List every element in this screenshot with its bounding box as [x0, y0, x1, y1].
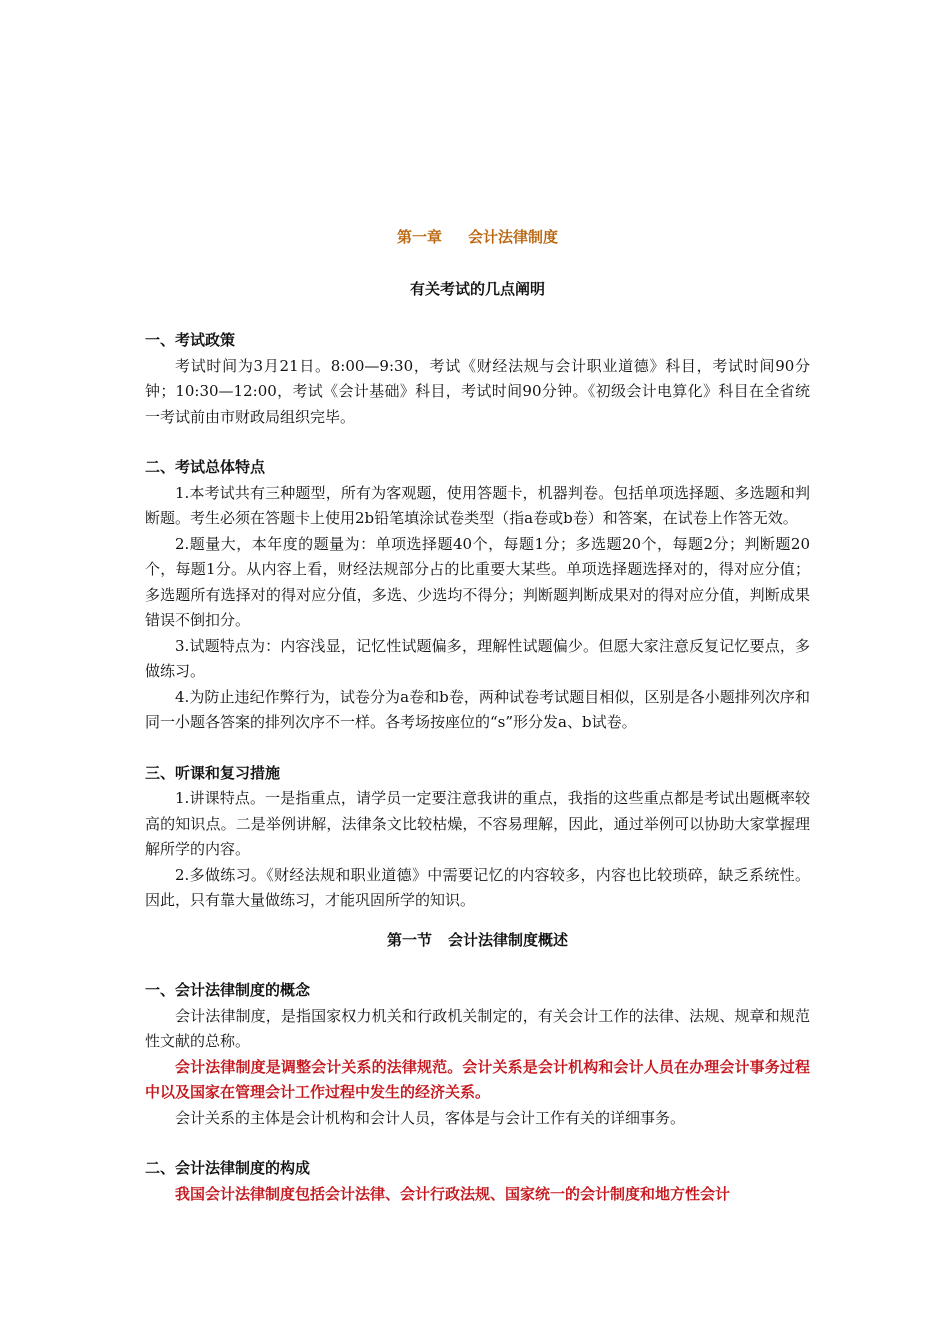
study-methods-paragraph-1: 1.讲课特点。一是指重点，请学员一定要注意我讲的重点，我指的这些重点都是考试出题概率较高的知识点。二是举例讲解，法律条文比较枯燥，不容易理解，因此，通过举例可以协助大家掌握理解所学的内容。	[145, 789, 810, 858]
section-title	[145, 928, 810, 954]
chapter-name: 会计法律制度	[468, 228, 559, 246]
exam-notes-title: 有关考试的几点阐明	[409, 279, 545, 298]
concept-heading: 一、会计法律制度的概念	[145, 981, 311, 999]
chapter-label: 第一章	[396, 228, 442, 246]
study-methods-heading: 三、听课和复习措施	[145, 763, 281, 782]
study-methods-paragraph-2: 2.多做练习。《财经法规和职业道德》中需要记忆的内容较多，内容也比较琐碎，缺乏系统性。因此，只有靠大量做练习，才能巩固所学的知识。	[145, 865, 810, 909]
concept-paragraph-3: 会计关系的主体是会计机构和会计人员，客体是与会计工作有关的详细事务。	[175, 1108, 686, 1127]
study-methods-section	[145, 761, 810, 914]
concept-paragraph-1: 会计法律制度，是指国家权力机关和行政机关制定的，有关会计工作的法律、法规、规章和规范性文献的总称。	[145, 1006, 810, 1050]
exam-policy-section	[145, 328, 810, 430]
exam-features-paragraph-3: 3.试题特点为：内容浅显，记忆性试题偏多，理解性试题偏少。但愿大家注意反复记忆要点，多做练习。	[145, 636, 810, 680]
concept-emphasis-paragraph: 会计法律制度是调整会计关系的法律规范。会计关系是会计机构和会计人员在办理会计事务过程中以及国家在管理会计工作过程中发生的经济关系。	[145, 1057, 810, 1101]
exam-policy-paragraph: 考试时间为3月21日。8:00—9:30，考试《财经法规与会计职业道德》科目，考试时间90分钟；10:30—12:00，考试《会计基础》科目，考试时间90分钟。《初级会计电算化》科目在全省统一考试前由市财政局组织完毕。	[145, 356, 810, 426]
exam-features-heading: 二、考试总体特点	[145, 458, 266, 476]
section-label: 第一节	[386, 930, 432, 949]
section-name: 会计法律制度概述	[448, 930, 569, 949]
chapter-title	[145, 225, 810, 251]
composition-heading: 二、会计法律制度的构成	[145, 1159, 311, 1177]
composition-emphasis-paragraph: 我国会计法律制度包括会计法律、会计行政法规、国家统一的会计制度和地方性会计	[175, 1184, 731, 1203]
exam-features-paragraph-1: 1.本考试共有三种题型，所有为客观题，使用答题卡，机器判卷。包括单项选择题、多选题和判断题。考生必须在答题卡上使用2b铅笔填涂试卷类型（指a卷或b卷）和答案，在试卷上作答无效。	[145, 483, 810, 527]
exam-features-section	[145, 455, 810, 736]
concept-section	[145, 978, 810, 1131]
exam-features-paragraph-4: 4.为防止违纪作弊行为，试卷分为a卷和b卷，两种试卷考试题目相似，区别是各小题排列次序和同一小题各答案的排列次序不一样。各考场按座位的“s”形分发a、b试卷。	[145, 687, 810, 731]
exam-features-paragraph-2: 2.题量大，本年度的题量为：单项选择题40个，每题1分；多选题20个，每题2分；判断题20个，每题1分。从内容上看，财经法规部分占的比重要大某些。单项选择题选择对的，得对应分值；多选题所有选择对的得对应分值，多选、少选均不得分；判断题判断成果对的得对应分值，判断成果错误不倒扣分。	[145, 534, 810, 629]
document-content	[145, 225, 810, 1207]
composition-section	[145, 1156, 810, 1207]
exam-policy-heading: 一、考试政策	[145, 331, 236, 349]
